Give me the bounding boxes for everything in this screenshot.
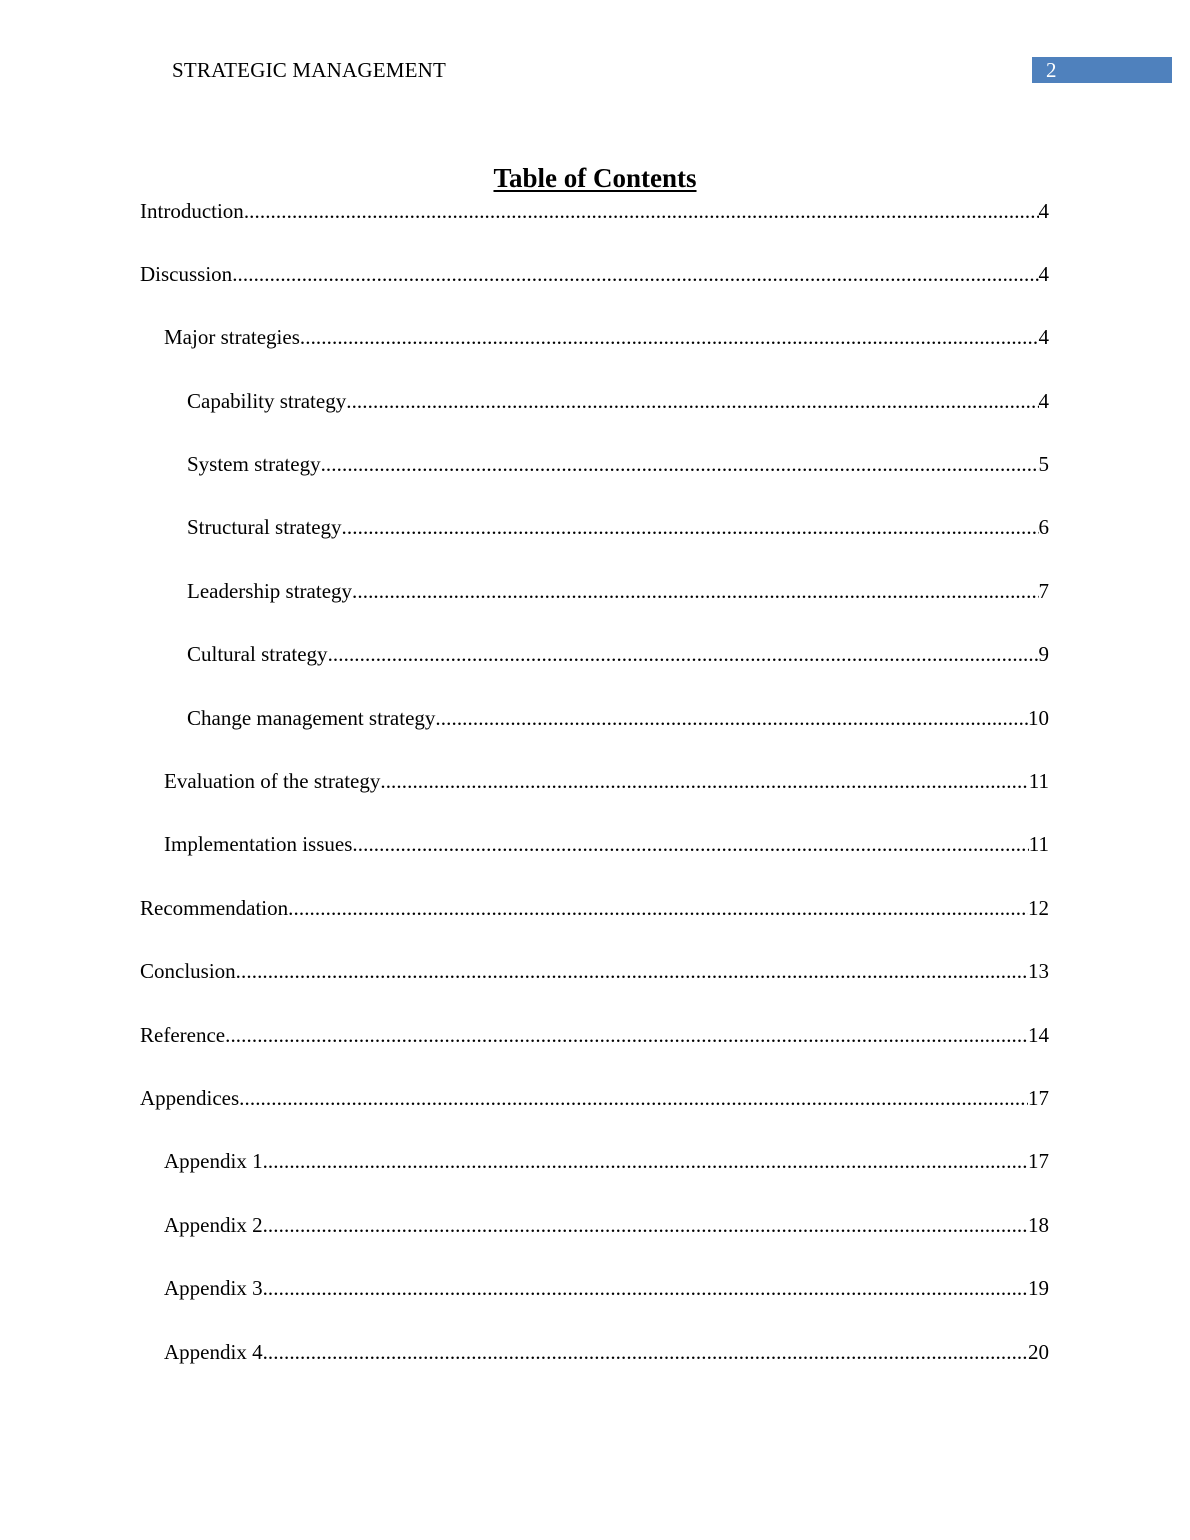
toc-entry-system-strategy[interactable] xyxy=(187,450,1049,478)
toc-entry-appendix-4[interactable] xyxy=(164,1338,1049,1366)
toc-dot-leader xyxy=(263,1338,1028,1366)
toc-entry-label: Appendix 1 xyxy=(164,1149,263,1173)
header-title: STRATEGIC MANAGEMENT xyxy=(172,58,447,82)
toc-dot-leader xyxy=(380,767,1028,795)
toc-dot-leader xyxy=(288,894,1028,922)
toc-entry-page: 18 xyxy=(1028,1213,1049,1237)
toc-entry-appendix-1[interactable] xyxy=(164,1147,1049,1175)
toc-entry-label: Introduction xyxy=(140,199,244,223)
toc-entry-page: 20 xyxy=(1028,1340,1049,1364)
toc-dot-leader xyxy=(300,323,1039,351)
toc-entry-label: Implementation issues xyxy=(164,832,353,856)
toc-dot-leader xyxy=(352,830,1028,858)
toc-entry-label: Conclusion xyxy=(140,959,236,983)
toc-entry-page: 9 xyxy=(1038,642,1049,666)
toc-entry-change-management-strategy[interactable] xyxy=(187,704,1049,732)
toc-entry-capability-strategy[interactable] xyxy=(187,387,1049,415)
toc-entry-reference[interactable] xyxy=(140,1021,1049,1049)
toc-entry-appendix-2[interactable] xyxy=(164,1211,1049,1239)
toc-entry-page: 4 xyxy=(1038,199,1049,223)
toc-entry-page: 10 xyxy=(1028,706,1049,730)
toc-dot-leader xyxy=(328,640,1039,668)
page-number: 2 xyxy=(1046,58,1057,82)
toc-entry-appendices[interactable] xyxy=(140,1084,1049,1112)
toc-dot-leader xyxy=(236,957,1028,985)
toc-entry-page: 5 xyxy=(1038,452,1049,476)
toc-entry-page: 14 xyxy=(1028,1023,1049,1047)
toc-dot-leader xyxy=(346,387,1038,415)
toc-entry-discussion[interactable] xyxy=(140,260,1049,288)
toc-entry-appendix-3[interactable] xyxy=(164,1274,1049,1302)
toc-entry-cultural-strategy[interactable] xyxy=(187,640,1049,668)
toc-dot-leader xyxy=(435,704,1028,732)
toc-entry-recommendation[interactable] xyxy=(140,894,1049,922)
toc-entry-label: Major strategies xyxy=(164,325,300,349)
toc-entry-conclusion[interactable] xyxy=(140,957,1049,985)
toc-entry-leadership-strategy[interactable] xyxy=(187,577,1049,605)
toc-entry-label: Appendices xyxy=(140,1086,240,1110)
toc-dot-leader xyxy=(232,260,1038,288)
toc-entry-page: 17 xyxy=(1028,1086,1049,1110)
toc-dot-leader xyxy=(263,1211,1028,1239)
toc-entry-page: 19 xyxy=(1028,1276,1049,1300)
toc-entry-label: Appendix 2 xyxy=(164,1213,263,1237)
toc-dot-leader xyxy=(352,577,1038,605)
toc-entry-label: Appendix 3 xyxy=(164,1276,263,1300)
toc-entry-implementation-issues[interactable] xyxy=(164,830,1049,858)
toc-dot-leader xyxy=(263,1274,1028,1302)
toc-entry-label: Evaluation of the strategy xyxy=(164,769,381,793)
toc-entry-label: Leadership strategy xyxy=(187,579,353,603)
toc-dot-leader xyxy=(342,513,1039,541)
toc-entry-major-strategies[interactable] xyxy=(164,323,1049,351)
toc-entry-label: Structural strategy xyxy=(187,515,342,539)
toc-dot-leader xyxy=(263,1147,1028,1175)
toc-entry-label: Discussion xyxy=(140,262,233,286)
toc-entry-structural-strategy[interactable] xyxy=(187,513,1049,541)
toc-entry-label: System strategy xyxy=(187,452,321,476)
toc-dot-leader xyxy=(239,1084,1028,1112)
toc-entry-label: Capability strategy xyxy=(187,389,347,413)
toc-entry-page: 11 xyxy=(1028,769,1049,793)
toc-heading: Table of Contents xyxy=(493,163,697,193)
toc-dot-leader xyxy=(321,450,1039,478)
toc-entry-label: Change management strategy xyxy=(187,706,436,730)
toc-entry-label: Reference xyxy=(140,1023,226,1047)
toc-entry-page: 13 xyxy=(1028,959,1049,983)
toc-dot-leader xyxy=(225,1021,1028,1049)
toc-entry-page: 7 xyxy=(1038,579,1049,603)
toc-entry-page: 4 xyxy=(1038,262,1049,286)
toc-entry-page: 6 xyxy=(1038,515,1049,539)
toc-entry-page: 4 xyxy=(1038,389,1049,413)
toc-dot-leader xyxy=(244,197,1039,225)
toc-entry-label: Cultural strategy xyxy=(187,642,328,666)
toc-entry-page: 17 xyxy=(1028,1149,1049,1173)
toc-entry-page: 11 xyxy=(1028,832,1049,856)
toc-entry-page: 4 xyxy=(1038,325,1049,349)
toc-entry-label: Appendix 4 xyxy=(164,1340,263,1364)
toc-entry-introduction[interactable] xyxy=(140,197,1049,225)
toc-entry-page: 12 xyxy=(1028,896,1049,920)
toc-entry-evaluation-of-the-strategy[interactable] xyxy=(164,767,1049,795)
toc-entry-label: Recommendation xyxy=(140,896,289,920)
